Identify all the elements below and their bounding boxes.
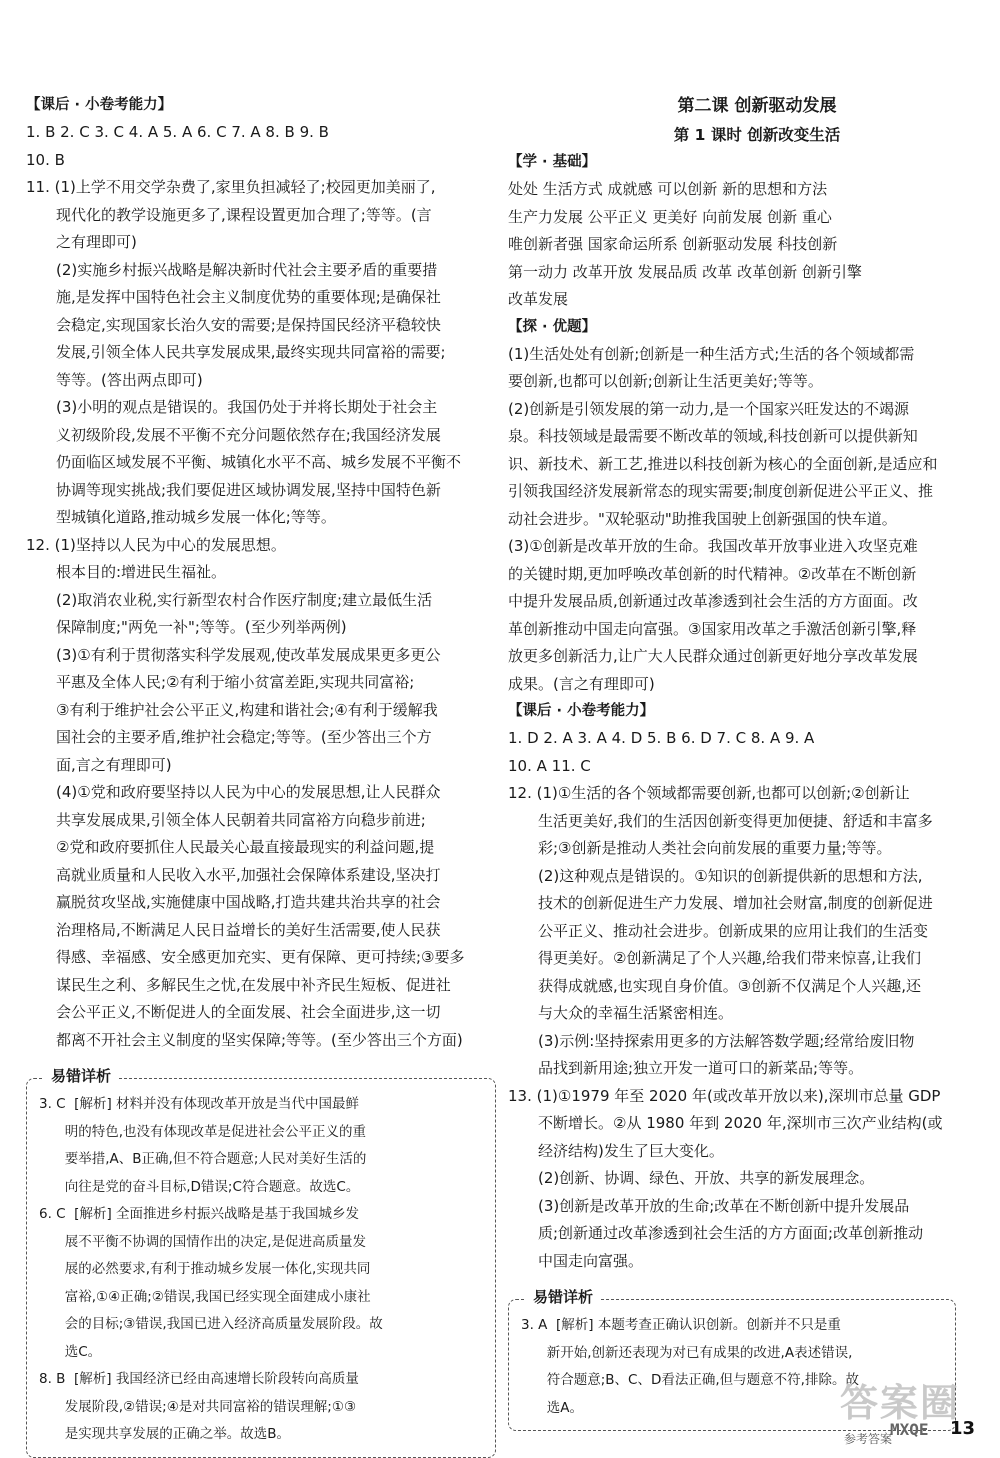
- text-line: (2)实施乡村振兴战略是解决新时代社会主要矛盾的重要措: [56, 260, 438, 279]
- analysis-line: 3. C [解析] 材料并没有体现改革开放是当代中国最鲜: [39, 1096, 360, 1112]
- text-line: 获得成就感,也实现自身价值。③创新不仅满足个人兴趣,还: [538, 976, 921, 995]
- analysis-line: 符合题意;B、C、D看法正确,但与题意不符,排除。故: [521, 1372, 859, 1388]
- text-line: 经济结构)发生了巨大变化。: [538, 1141, 724, 1160]
- analysis-line: 要举措,A、B正确,但不符合题意;人民对美好生活的: [39, 1151, 367, 1167]
- text-line: 1. B 2. C 3. C 4. A 5. A 6. C 7. A 8. B 9. B: [26, 123, 329, 141]
- text-line: 中国走向富强。: [538, 1251, 644, 1270]
- analysis-line: 会的目标;③错误,我国已进入经济高质量发展阶段。故: [39, 1316, 383, 1332]
- text-line: 唯创新者强 国家命运所系 创新驱动发展 科技创新: [508, 235, 838, 253]
- text-line: 成果。(言之有理即可): [508, 674, 655, 693]
- text-line: 品找到新用途;独立开发一道可口的新菜品;等等。: [538, 1059, 864, 1077]
- text-line: 平惠及全体人民;②有利于缩小贫富差距,实现共同富裕;: [56, 673, 415, 691]
- text-line: 革创新推动中国走向富强。③国家用改革之手激活创新引擎,释: [508, 619, 917, 638]
- text-line: 泉。科技领域是最需要不断改革的领域,科技创新可以提供新知: [508, 427, 918, 445]
- text-line: (2)这种观点是错误的。①知识的创新提供新的思想和方法,: [538, 866, 923, 885]
- text-line: 等等。(答出两点即可): [56, 370, 203, 389]
- text-line: 高就业质量和人民收入水平,加强社会保障体系建设,坚决打: [56, 865, 441, 884]
- site-mark: MXQE: [890, 1420, 929, 1439]
- text-line: 13. (1)①1979 年至 2020 年(或改革开放以来),深圳市总量 GDP: [508, 1086, 941, 1105]
- text-line: 现代化的教学设施更多了,课程设置更加合理了;等等。(言: [56, 205, 432, 224]
- analysis-line: 展不平衡不协调的国情作出的决定,是促进高质量发: [39, 1233, 367, 1250]
- text-line: (2)取消农业税,实行新型农村合作医疗制度;建立最低生活: [56, 590, 433, 609]
- text-line: (3)创新是改革开放的生命;改革在不断创新中提升发展品: [538, 1196, 910, 1215]
- text-line: (4)①党和政府要坚持以人民为中心的发展思想,让人民群众: [56, 783, 441, 801]
- text-line: 要创新,也都可以创新;创新让生活更美好;等等。: [508, 372, 823, 390]
- text-line: 型城镇化道路,推动城乡发展一体化;等等。: [56, 508, 336, 526]
- text-line: 12. (1)坚持以人民为中心的发展思想。: [26, 535, 286, 554]
- text-line: (1)生活处处有创新;创新是一种生活方式;生活的各个领域都需: [508, 344, 915, 363]
- answer-label: 参考答案: [844, 1432, 893, 1446]
- error-analysis-box: [26, 1067, 496, 1458]
- text-line: 生产力发展 公平正义 更美好 向前发展 创新 重心: [508, 207, 832, 226]
- page-number: 13: [950, 1418, 976, 1439]
- section-heading: 【学 · 基础】: [508, 154, 597, 170]
- right-column: [508, 92, 956, 1431]
- analysis-line: 是实现共享发展的正确之举。故选B。: [39, 1426, 291, 1442]
- text-line: 识、新技术、新工艺,推进以科技创新为核心的全面创新,是适应和: [508, 454, 938, 473]
- text-line: 动社会进步。"双轮驱动"助推我国驶上创新强国的快车道。: [508, 509, 897, 528]
- text-line: 发展,引领全体人民共享发展成果,最终实现共同富裕的需要;: [56, 343, 446, 361]
- text-line: 谋民生之利、多解民生之忧,在发展中补齐民生短板、促进社: [56, 975, 451, 994]
- text-line: 治理格局,不断满足人民日益增长的美好生活需要,使人民获: [56, 920, 441, 939]
- text-line: 的关键时期,更加呼唤改革创新的时代精神。②改革在不断创新: [508, 564, 917, 583]
- text-line: 引领我国经济发展新常态的现实需要;制度创新促进公平正义、推: [508, 482, 934, 500]
- text-line: 得更美好。②创新满足了个人兴趣,给我们带来惊喜,让我们: [538, 949, 921, 967]
- analysis-line: 新开始,创新还表现为对已有成果的改进,A表述错误,: [521, 1344, 853, 1361]
- text-line: 第一动力 改革开放 发展品质 改革 改革创新 创新引擎: [508, 262, 862, 281]
- text-line: 1. D 2. A 3. A 4. D 5. B 6. D 7. C 8. A 9. A: [508, 729, 815, 747]
- section-heading: 【课后 · 小卷考能力】: [26, 97, 173, 113]
- left-column: [26, 92, 496, 1458]
- watermark-logo: 答案圈: [840, 1381, 961, 1425]
- text-line: 与大众的幸福生活紧密相连。: [538, 1004, 734, 1022]
- analysis-line: 向往是党的奋斗目标,D错误;C符合题意。故选C。: [39, 1178, 360, 1195]
- text-line: 保障制度;"两免一补";等等。(至少列举两例): [56, 618, 347, 636]
- text-line: 12. (1)①生活的各个领域都需要创新,也都可以创新;②创新让: [508, 784, 910, 802]
- box-title: 易错详析: [525, 1285, 601, 1309]
- text-line: 彩;③创新是推动人类社会向前发展的重要力量;等等。: [538, 839, 892, 857]
- text-line: ②党和政府要抓住人民最关心最直接最现实的利益问题,提: [56, 838, 435, 856]
- lesson-subtitle: 第 1 课时 创新改变生活: [673, 126, 841, 144]
- text-line: 得感、幸福感、安全感更加充实、更有保障、更可持续;③要多: [56, 948, 465, 966]
- text-line: 施,是发挥中国特色社会主义制度优势的重要体现;是确保社: [56, 288, 441, 306]
- analysis-line: 6. C [解析] 全面推进乡村振兴战略是基于我国城乡发: [39, 1206, 360, 1222]
- analysis-line: 明的特色,也没有体现改革是促进社会公平正义的重: [39, 1123, 367, 1140]
- analysis-line: 发展阶段,②错误;④是对共同富裕的错误理解;①③: [39, 1398, 357, 1415]
- section-heading: 【探 · 优题】: [508, 318, 597, 335]
- text-line: 之有理即可): [56, 233, 137, 251]
- text-line: (3)小明的观点是错误的。我国仍处于并将长期处于社会主: [56, 398, 438, 416]
- text-line: 会稳定,实现国家长治久安的需要;是保持国民经济平稳较快: [56, 315, 441, 334]
- text-line: 11. (1)上学不用交学杂费了,家里负担减轻了;校园更加美丽了,: [26, 178, 436, 196]
- text-line: ③有利于维护社会公平正义,构建和谐社会;④有利于缓解我: [56, 700, 438, 719]
- text-line: (3)①有利于贯彻落实科学发展观,使改革发展成果更多更公: [56, 645, 441, 664]
- text-line: 中提升发展品质,创新通过改革渗透到社会生活的方方面面。改: [508, 592, 918, 610]
- analysis-line: 3. A [解析] 本题考查正确认识创新。创新并不只是重: [521, 1317, 841, 1333]
- text-line: 生活更美好,我们的生活因创新变得更加便捷、舒适和丰富多: [538, 811, 933, 830]
- text-line: (3)示例:坚持探索用更多的方法解答数学题;经常给废旧物: [538, 1031, 915, 1050]
- text-line: 质;创新通过改革渗透到社会生活的方方面面;改革创新推动: [538, 1224, 924, 1242]
- text-line: 处处 生活方式 成就感 可以创新 新的思想和方法: [508, 180, 828, 198]
- analysis-line: 展的必然要求,有利于推动城乡发展一体化,实现共同: [39, 1261, 371, 1277]
- text-line: (2)创新、协调、绿色、开放、共享的新发展理念。: [538, 1169, 875, 1187]
- text-line: 公平正义、推动社会进步。创新成果的应用让我们的生活变: [538, 921, 929, 940]
- text-line: 放更多创新活力,让广大人民群众通过创新更好地分享改革发展: [508, 647, 918, 665]
- text-line: 技术的创新促进生产力发展、增加社会财富,制度的创新促进: [538, 894, 933, 912]
- section-heading: 【课后 · 小卷考能力】: [508, 703, 655, 719]
- analysis-line: 选C。: [39, 1343, 102, 1360]
- text-line: 根本目的:增进民生福祉。: [56, 563, 227, 581]
- analysis-line: 富裕,①④正确;②错误,我国已经实现全面建成小康社: [39, 1288, 371, 1305]
- text-line: 都离不开社会主义制度的坚实保障;等等。(至少答出三个方面): [56, 1030, 463, 1049]
- text-line: 面,言之有理即可): [56, 755, 172, 774]
- text-line: 义初级阶段,发展不平衡不充分问题依然存在;我国经济发展: [56, 425, 441, 444]
- text-line: 仍面临区域发展不平衡、城镇化水平不高、城乡发展不平衡不: [56, 453, 462, 471]
- lesson-title: 第二课 创新驱动发展: [677, 96, 837, 116]
- text-line: 不断增长。②从 1980 年到 2020 年,深圳市三次产业结构(或: [538, 1114, 943, 1132]
- text-line: 赢脱贫攻坚战,实施健康中国战略,打造共建共治共享的社会: [56, 893, 441, 911]
- analysis-line: 选A。: [521, 1399, 583, 1416]
- text-line: 会公平正义,不断促进人的全面发展、社会全面进步,这一切: [56, 1003, 441, 1021]
- text-line: (2)创新是引领发展的第一动力,是一个国家兴旺发达的不竭源: [508, 399, 910, 418]
- text-line: 共享发展成果,引领全体人民朝着共同富裕方向稳步前进;: [56, 810, 426, 829]
- text-line: 协调等现实挑战;我们要促进区域协调发展,坚持中国特色新: [56, 480, 441, 499]
- box-title: 易错详析: [43, 1064, 119, 1088]
- text-line: 10. B: [26, 150, 65, 169]
- text-line: 改革发展: [508, 290, 569, 308]
- text-line: 国社会的主要矛盾,维护社会稳定;等等。(至少答出三个方: [56, 728, 432, 746]
- text-line: (3)①创新是改革开放的生命。我国改革开放事业进入攻坚克难: [508, 537, 918, 555]
- text-line: 10. A 11. C: [508, 756, 591, 775]
- analysis-line: 8. B [解析] 我国经济已经由高速增长阶段转向高质量: [39, 1371, 359, 1387]
